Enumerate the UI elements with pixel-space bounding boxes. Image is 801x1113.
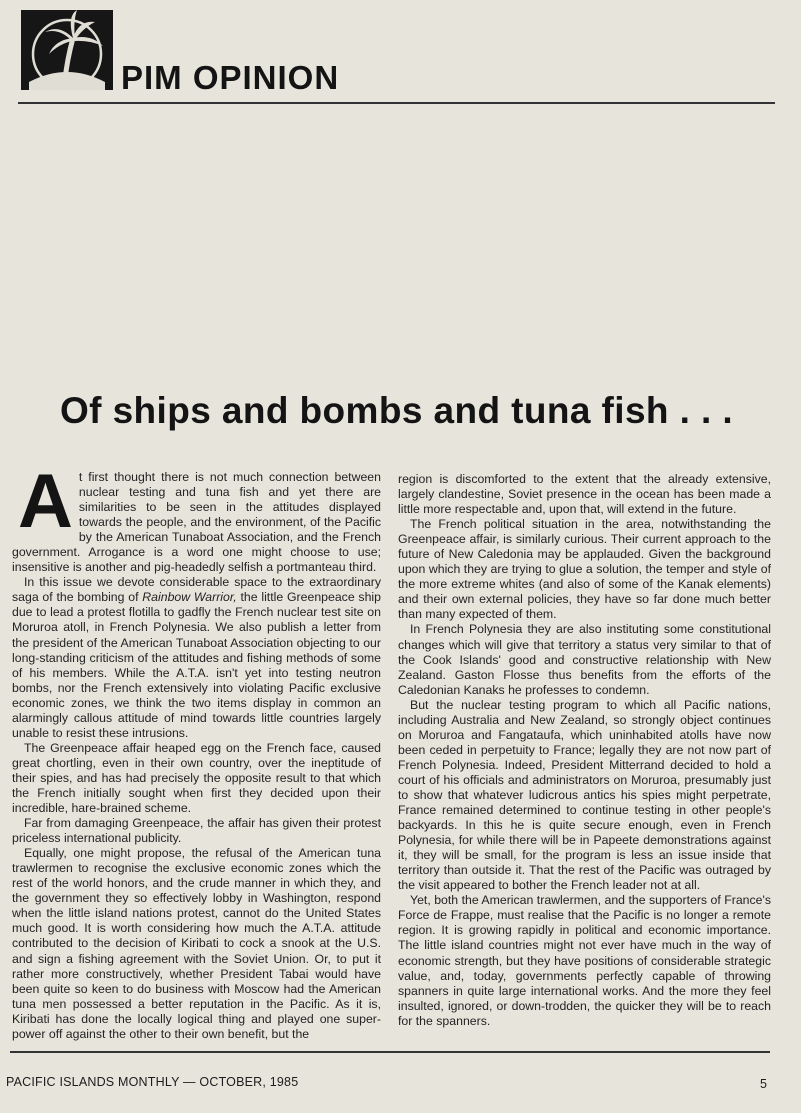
drop-cap: A (18, 459, 73, 544)
paragraph: region is discomforted to the extent that the already extensive, largely clandestine, Soviet presence in the ocean has been made a little more respectable and, upon that, will extend in the future. (398, 472, 771, 517)
palm-tree-icon (21, 10, 113, 90)
top-divider (18, 102, 775, 104)
paragraph (12, 575, 381, 741)
paragraph: Equally, one might propose, the refusal of the American tuna trawlermen to recognise the exclusive economic zones which the rest of the world honors, and the crude manner in which they, and the government they so effectively lobby in Washington, respond when the little island nations protest, cannot do the United States much good. It is worth considering how much the A.T.A. attitude contributed to the decision of Kiribati to cock a snook at the U.S. and sign a fishing agreement with the Soviet Union. Or, to put it rather more constructively, whether President Tabai would have been quite so keen to do business with Moscow had the American tuna men possessed a better reputation in the Pacific. As it is, Kiribati has done the locally logical thing and played one super-power off against the other to their own benefit, but the (12, 846, 381, 1041)
section-title: PIM OPINION (121, 59, 340, 96)
page-number: 5 (760, 1077, 767, 1091)
paragraph (12, 459, 381, 575)
paragraph: Far from damaging Greenpeace, the affair has given their protest priceless international publicity. (12, 816, 381, 846)
article-column-left (12, 459, 381, 1042)
paragraph: Yet, both the American trawlermen, and the supporters of France's Force de Frappe, must realise that the Pacific is no longer a remote region. It is growing rapidly in political and economic importance. The little island countries might not ever have much in the way of economic strength, but they have positions of considerable strategic value, and, today, governments perfectly capable of throwing spanners in quite large international works. And the more they feel insulted, ignored, or down-trodden, the quicker they will be to reach for the spanners. (398, 893, 771, 1028)
paragraph-text: t first thought there is not much connection between nuclear testing and tuna fish and yet there are similarities to be seen in the attitudes displayed towards the people, and the environment, of the Pacific by the American Tunaboat Association, and the French government. Arrogance is a word one might choose to use; insensitive is another and pig-headedly selfish a portmanteau third. (12, 470, 381, 575)
paragraph-text: the little Greenpeace ship due to lead a protest flotilla to gadfly the French nuclear test site on Moruroa atoll, in French Polynesia. We also publish a letter from the president of the American Tunaboat Association objecting to our long-standing criticism of the attitudes and fishing methods of some of his members. While the A.T.A. isn't yet into testing neutron bombs, nor the French extensively into violating Pacific exclusive economic zones, we think the two items display in common an alarmingly callous attitude of mind towards little countries largely unable to resist these intrusions. (12, 590, 381, 740)
paragraph-text: In this issue we devote considerable space to the extraordinary saga of the bombing of (12, 575, 381, 605)
bottom-divider (10, 1051, 770, 1053)
paragraph: The French political situation in the area, notwithstanding the Greenpeace affair, is similarly curious. Their current approach to the future of New Caledonia may be applauded. Given the background upon which they are trying to glue a solution, the temper and style of the more extreme whites (and also of some of the Kanak elements) and their own external policies, they have so far done much better than many expected of them. (398, 517, 771, 622)
article-column-right (398, 472, 771, 1029)
paragraph: But the nuclear testing program to which all Pacific nations, including Australia and New Zealand, so strongly object continues on Moruroa and Fangataufa, which uninhabited atolls have now been ceded in perpetuity to France; legally they are not now part of French Polynesia. Indeed, President Mitterrand decided to hold a court of his officials and administrators on Moruroa, presumably just to show that whatever ludicrous antics his spies might perpetrate, France remained determined to continue testing in other people's backyards. In this he is quite secure enough, even in French Polynesia, for while there will be in Papeete demonstrations against it, they will be small, for the program is less an issue inside that territory than outside it. That the rest of the Pacific was outraged by the visit appeared to bother the French leader not at all. (398, 697, 771, 893)
publication-footer: PACIFIC ISLANDS MONTHLY — OCTOBER, 1985 (6, 1075, 299, 1089)
palm-tree-island-logo (21, 10, 113, 90)
article-headline: Of ships and bombs and tuna fish . . . (60, 390, 734, 431)
ship-name: Rainbow Warrior, (142, 590, 237, 605)
paragraph: In French Polynesia they are also instituting some constitutional changes which will give that territory a status very similar to that of the Cook Islands' good and constructive relationship with New Zealand. Gaston Flosse thus benefits from the efforts of the Caledonian Kanaks he professes to condemn. (398, 622, 771, 697)
paragraph: The Greenpeace affair heaped egg on the French face, caused great chortling, even in their own country, over the ineptitude of their spies, and has had precisely the opposite result to that which the French initially sought when first they decided upon their incredible, hare-brained scheme. (12, 740, 381, 816)
